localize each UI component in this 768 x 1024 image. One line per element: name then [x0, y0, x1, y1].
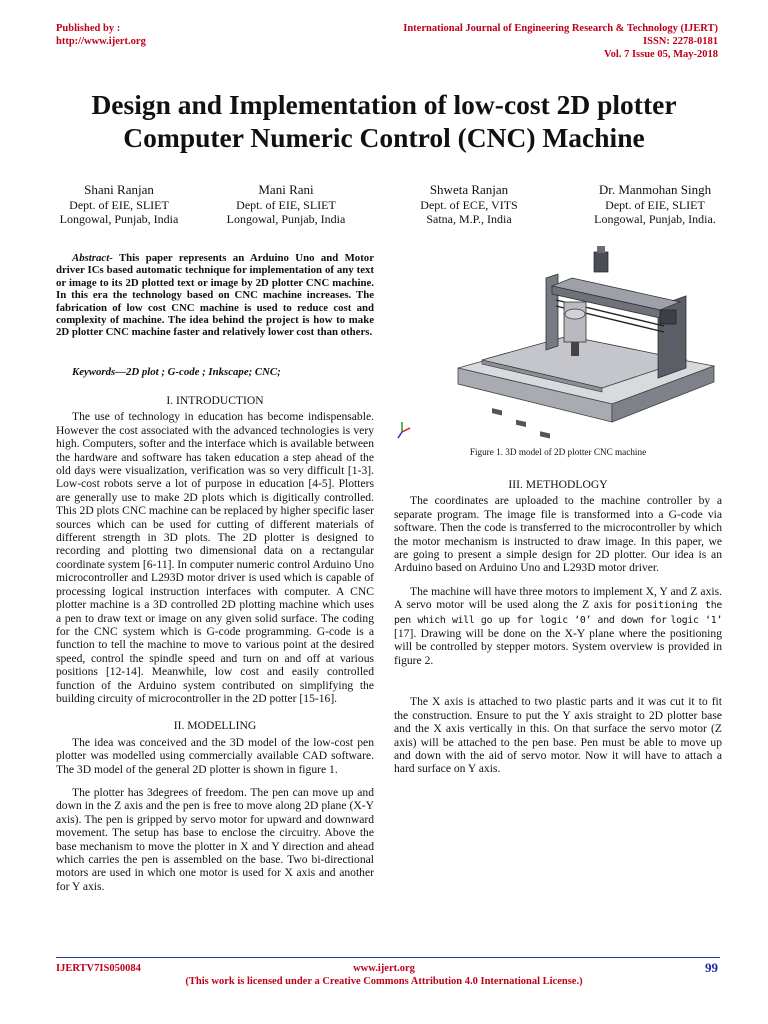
figure-cnc-model: [396, 246, 722, 442]
author-name: Shweta Ranjan: [429, 182, 509, 197]
cnc-machine-3d-model-icon: [396, 246, 722, 442]
footer-center: [0, 962, 768, 988]
author-place: Longowal, Punjab, India: [226, 212, 346, 226]
author-place: Longowal, Punjab, India.: [594, 212, 716, 226]
author-block: [570, 183, 740, 227]
author-place: Longowal, Punjab, India: [59, 212, 179, 226]
author-dept: Dept. of EIE, SLIET: [605, 197, 705, 212]
paper-title: [30, 88, 738, 154]
title-line-2: Computer Numeric Control (CNC) Machine: [123, 122, 645, 153]
issn: ISSN: 2278-0181: [643, 36, 718, 47]
right-column: [394, 478, 722, 776]
paragraph: The X axis is attached to two plastic parts and it was cut it to fit the construction. Ensure to put the Y axis straight to 2D plotter base and the X axis vertically in this. On that surface the servo motor (Z axis) will be attached to the pen base. Pen must be able to move up and down with the aid of servo motor. Now it will have to attach a hard surface on Y axis.: [394, 695, 722, 776]
author-block: [201, 183, 371, 227]
page-number: 99: [705, 960, 718, 975]
abstract-label: Abstract-: [72, 252, 113, 264]
journal-name: International Journal of Engineering Research & Technology (IJERT): [403, 23, 718, 34]
title-line-1: Design and Implementation of low-cost 2D plotter: [91, 89, 677, 120]
paragraph: [394, 585, 722, 667]
author-name: Dr. Manmohan Singh: [598, 182, 712, 197]
author-block: [384, 183, 554, 227]
section-heading-introduction: I. INTRODUCTION: [166, 394, 264, 407]
journal-url[interactable]: http://www.ijert.org: [56, 36, 146, 47]
paragraph-text: The machine will have three motors to implement X, Y and Z axis. A servo motor will be used along the Z axis for: [394, 584, 722, 612]
keywords-text: Keywords—2D plot ; G-code ; Inkscape; CNC;: [72, 366, 281, 378]
axis-triad-icon: [398, 422, 410, 438]
author-place: Satna, M.P., India: [426, 212, 512, 226]
left-column: [56, 392, 374, 893]
volume-issue: Vol. 7 Issue 05, May-2018: [604, 49, 718, 60]
paragraph: The use of technology in education has become indispensable. However the cost associated with the advanced technologies is very high. Computers, softer and the interface which is available between the hardware and software has taken education a step ahead of the old days were visualization, verification was so very difficult [1-3]. Low-cost robots serve a lot of purpose in education [4-5]. Plotters are generally use to make 2D plots which is digitically controlled. This 2D plots CNC machine can be replaced by higher specific laser sources which can be used for cutting of different materials of different strength in 3D plots. The 2D plotter is designed to recording and plotting two dimensional data on a rectangular coordinate system [6-11]. In computer numeric control Arduino Uno microcontroller and L293D motor driver is used which is capable of processing logical instruction interfaces with computer. A CNC plotter machine is a 3D controlled 2D plotting machine which uses a pen to draw text or image on any given solid surface. The coding for the CNC system which is G-code programming. G-code is a function to tell the machine to move to various point at the desired speed, control the spindle speed and turn on and off at various positions [12-14]. Meanwhile, low cost and easily controlled function of the Arduino system contributed on simplifying the building circuity of microcontroller in the 2D potter [15-16].: [56, 410, 374, 705]
header-left: [56, 22, 146, 48]
paragraph-text: [17]. Drawing will be done on the X-Y plane where the positioning will be controlled by stepper motors. System overview is provided in figure 2.: [394, 627, 722, 667]
figure-caption: Figure 1. 3D model of 2D plotter CNC machine: [469, 447, 647, 457]
published-by: Published by :: [56, 23, 121, 34]
paragraph-mono-text: positioning the pen which will go up for logic ‘0’ and down for: [394, 600, 722, 626]
section-heading-methodology: III. METHODLOGY: [508, 478, 608, 491]
abstract-text: This paper represents an Arduino Uno and Motor driver ICs based automatic technique for implementation of any text or image to its 2D plotted text or image by 2D plotter CNC machine. In this era the technology based on CNC machine increases. The fabrication of low cost CNC machine is used to reduce cost and complexity of machine. The idea behind the project is how to make 2D plotter CNC machine faster and relatively lower cost than others.: [56, 252, 374, 339]
paragraph: The idea was conceived and the 3D model of the low-cost pen plotter was modelled using commercially available CAD software. The 3D model of the general 2D plotter is shown in figure 1.: [56, 735, 374, 776]
footer-rule: [56, 957, 720, 958]
paragraph: The coordinates are uploaded to the machine controller by a separate program. The image file is transformed into a G-code via software. Then the code is transferred to the microcontroller by which the motor mechanism is instructed to draw image. In this paper, we are going to present a simple design for 2D plotter. Our idea is an Arduino based on Arduino Uno and L293D motor driver.: [394, 494, 722, 575]
paper-id: IJERTV7IS050084: [56, 963, 141, 974]
keywords: [56, 366, 374, 378]
author-dept: Dept. of EIE, SLIET: [236, 197, 336, 212]
footer-site[interactable]: www.ijert.org: [353, 963, 415, 974]
section-heading-modelling: II. MODELLING: [173, 719, 257, 733]
author-dept: Dept. of ECE, VITS: [420, 197, 518, 212]
footer-license: (This work is licensed under a Creative Commons Attribution 4.0 International License.): [185, 976, 583, 987]
abstract: [56, 252, 374, 339]
author-name: Shani Ranjan: [84, 182, 154, 197]
author-name: Mani Rani: [258, 182, 314, 197]
author-block: [34, 183, 204, 227]
paragraph: The plotter has 3degrees of freedom. The pen can move up and down in the Z axis and the pen is free to move along 2D plane (X-Y axis). The pen is gripped by servo motor for upward and downward movement. The setup has base to enclose the circuitry. Above the base mechanism to move the plotter in X and Y direction and ahead which carries the pen is assembled on the base. Two bi-directional motors are used in which one motor is used for X axis and another for Y axis.: [56, 785, 374, 893]
header-right: [403, 22, 718, 61]
author-dept: Dept. of EIE, SLIET: [69, 197, 169, 212]
paragraph-mono-text: logic ‘1’: [670, 614, 723, 626]
